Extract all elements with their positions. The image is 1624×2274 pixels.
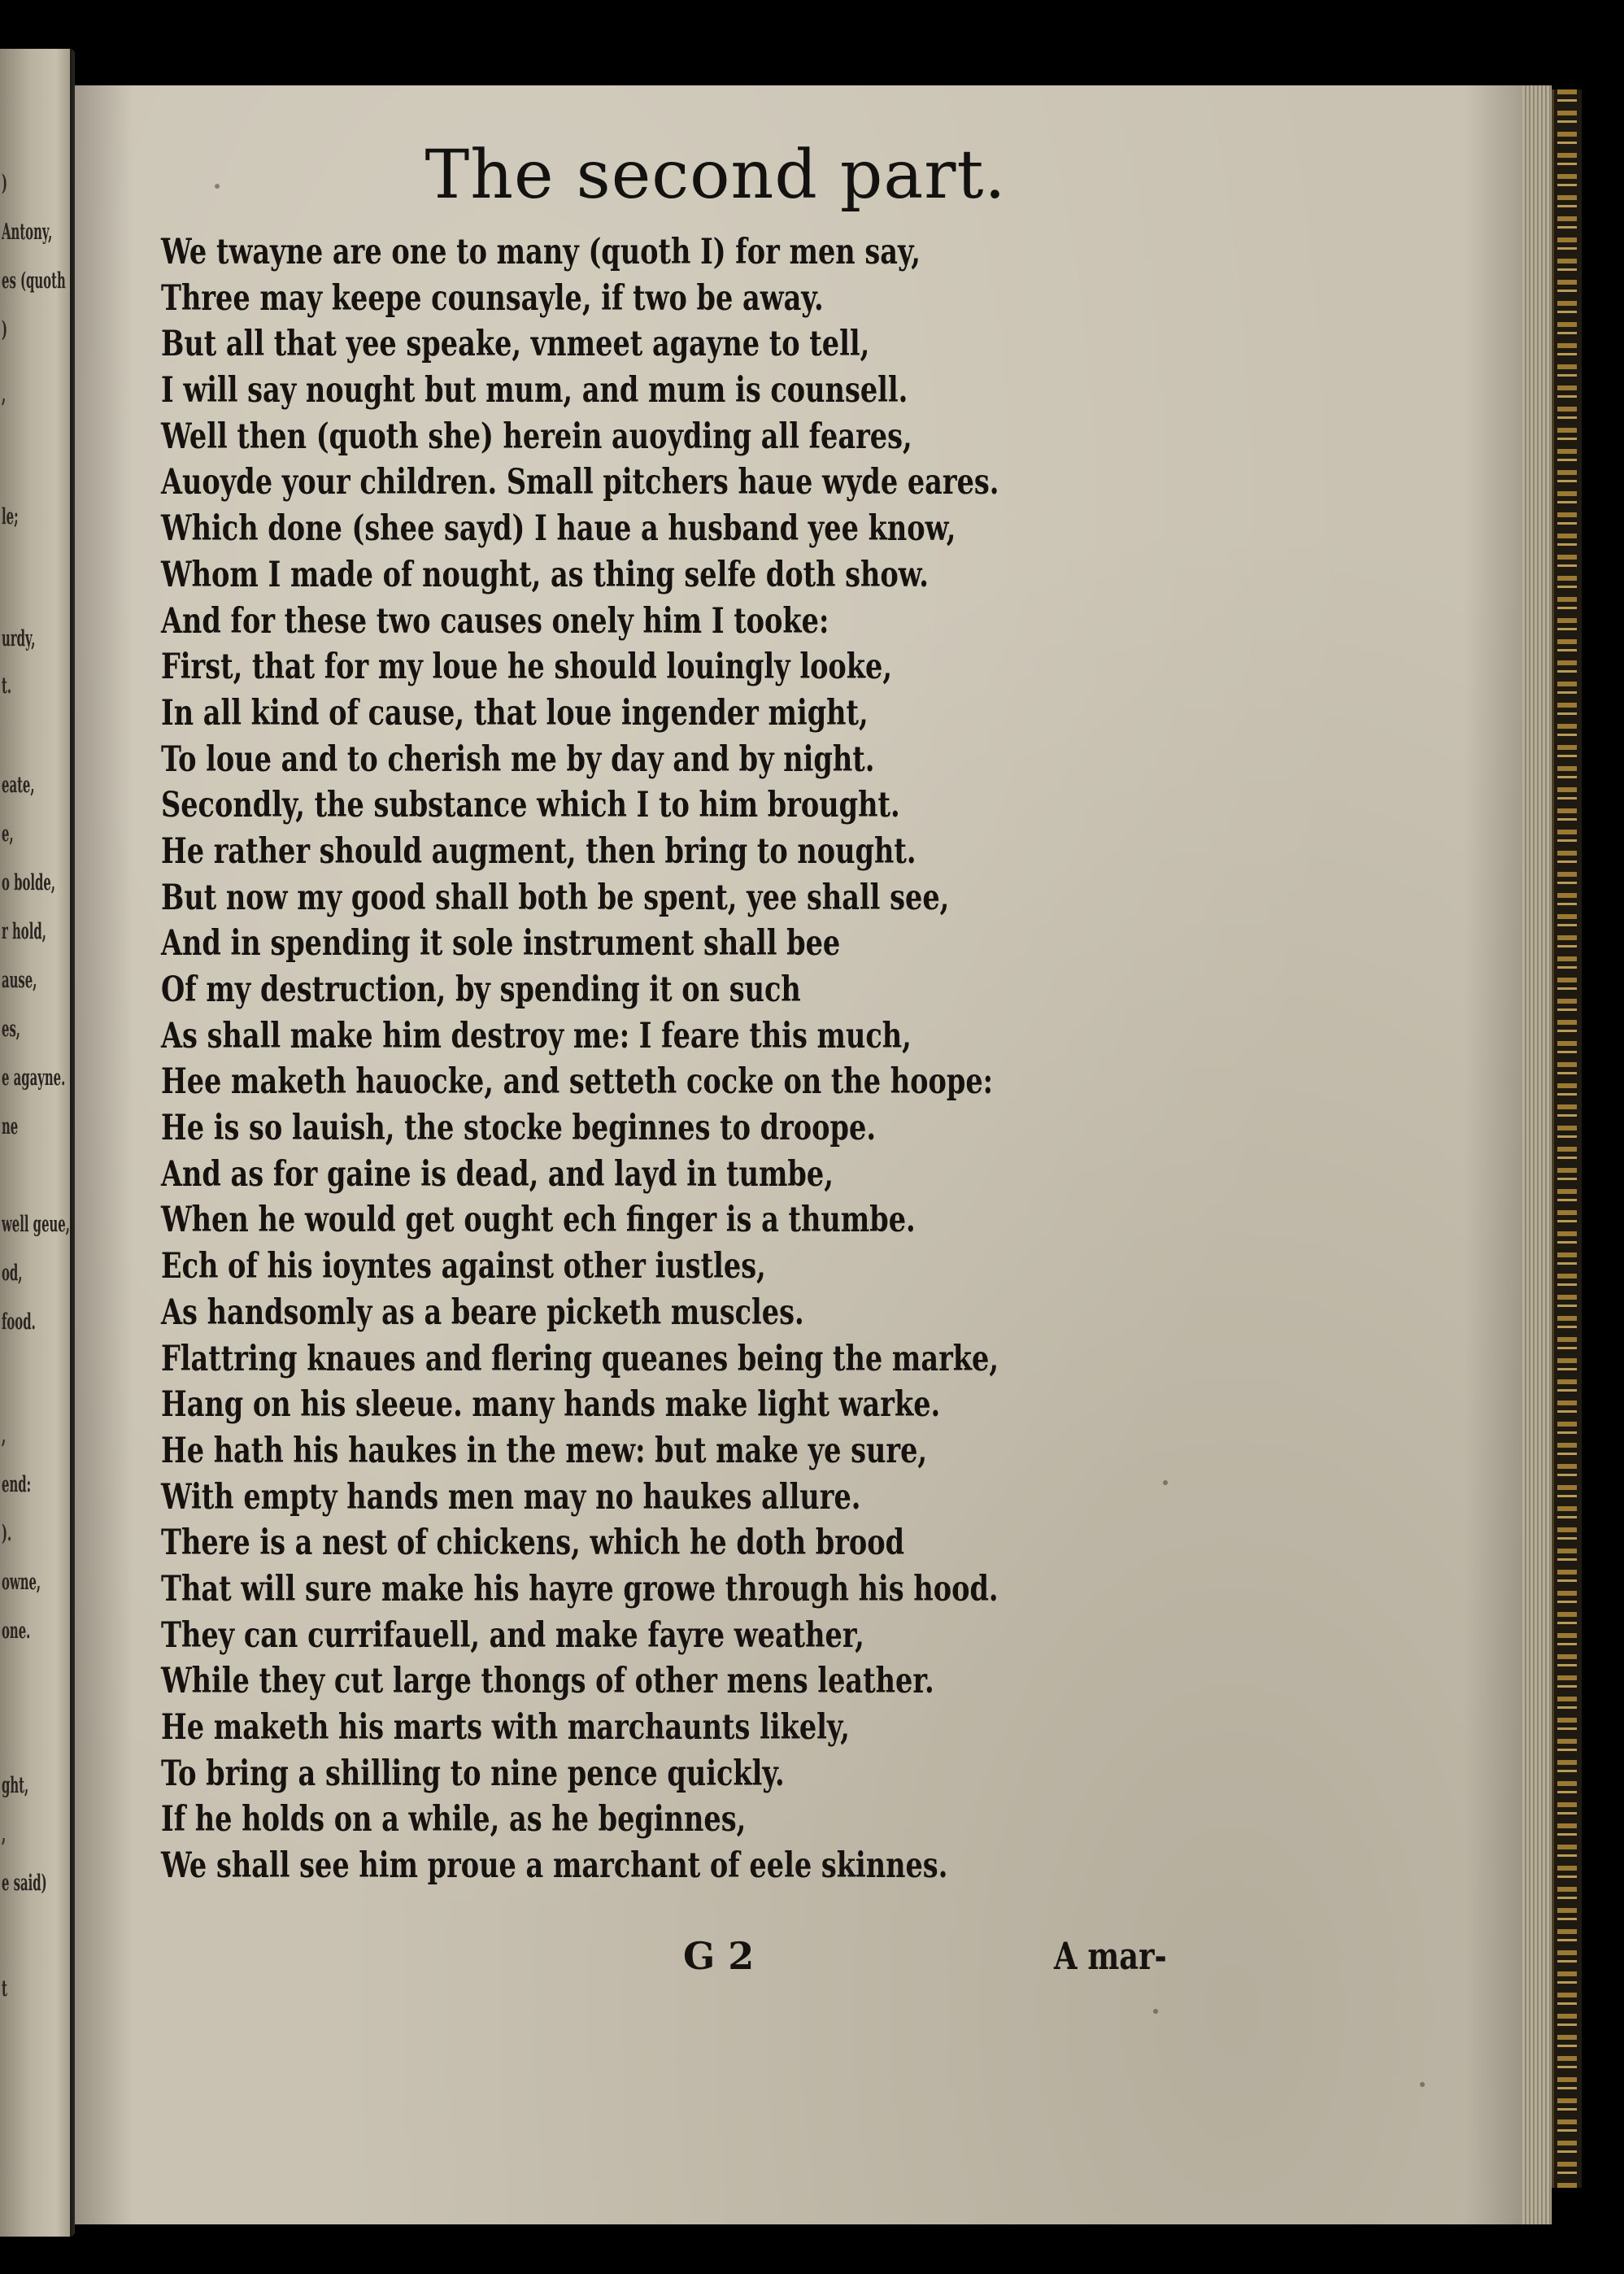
facing-fragment: es, <box>2 1017 20 1042</box>
verse-line: I will say nought but mum, and mum is counsell. <box>161 370 908 412</box>
gilt-binding <box>1552 89 1582 2188</box>
facing-fragment: well geue, <box>2 1212 70 1237</box>
verse-line: Secondly, the substance which I to him brought. <box>161 785 900 826</box>
facing-fragment: ) <box>2 171 8 196</box>
page-stack-edge <box>1522 85 1552 2224</box>
verse-line: He hath his haukes in the mew: but make ye sure, <box>161 1430 928 1471</box>
facing-fragment: eate, <box>2 773 35 798</box>
facing-fragment: e agayne. <box>2 1065 66 1091</box>
verse-line: First, that for my loue he should louingly looke, <box>161 647 893 688</box>
facing-fragment: es (quoth <box>2 268 66 294</box>
verse-line: Ech of his ioyntes against other iustles, <box>161 1246 766 1287</box>
verse-line: To loue and to cherish me by day and by night. <box>161 738 875 780</box>
verse-text <box>161 229 1300 1889</box>
verse-line: In all kind of cause, that loue ingender might, <box>161 692 869 734</box>
verse-line: Hang on his sleeue. many hands make light warke. <box>161 1384 941 1426</box>
verse-line: And as for gaine is dead, and layd in tumbe, <box>161 1153 834 1195</box>
verse-line: To bring a shilling to nine pence quickly. <box>161 1753 785 1794</box>
verse-line: With empty hands men may no haukes allure. <box>161 1476 861 1518</box>
facing-fragment: ) <box>2 317 8 342</box>
facing-fragment: urdy, <box>2 626 36 651</box>
facing-fragment: Antony, <box>2 220 53 245</box>
verse-line: And for these two causes onely him I tooke: <box>161 600 829 642</box>
facing-fragment: one. <box>2 1618 31 1644</box>
verse-line: They can currifauell, and make fayre weather, <box>161 1614 864 1656</box>
verse-line: Of my destruction, by spending it on such <box>161 969 801 1010</box>
facing-fragment: , <box>2 382 7 407</box>
facing-fragment: ne <box>2 1114 19 1139</box>
verse-line: We shall see him proue a marchant of eele skinnes. <box>161 1845 948 1887</box>
facing-fragment: le; <box>2 504 19 529</box>
running-head: The second part. <box>425 137 1007 214</box>
facing-fragment: ght, <box>2 1773 29 1798</box>
facing-fragment: e, <box>2 821 14 847</box>
verse-line: We twayne are one to many (quoth I) for men say, <box>161 232 921 272</box>
paper-speck <box>1420 2082 1425 2087</box>
facing-fragment: owne, <box>2 1570 41 1595</box>
verse-line: There is a nest of chickens, which he doth brood <box>161 1523 905 1564</box>
verse-line: Whom I made of nought, as thing selfe doth show. <box>161 554 929 595</box>
catchword: A mar- <box>1054 1934 1167 1978</box>
verse-line: And in spending it sole instrument shall bee <box>161 923 841 965</box>
facing-fragment: food. <box>2 1309 36 1335</box>
verse-line: But now my good shall both be spent, yee shall see, <box>161 877 950 918</box>
facing-fragment: ). <box>2 1521 12 1546</box>
paper-speck <box>1163 1480 1168 1485</box>
verse-line: Auoyde your children. Small pitchers haue wyde eares. <box>161 462 999 503</box>
facing-fragment: t. <box>2 673 12 699</box>
facing-fragment: t <box>2 1976 7 2002</box>
facing-fragment: o bolde, <box>2 870 56 895</box>
gilt-tooling-pattern <box>1557 89 1577 2188</box>
verse-line: Hee maketh hauocke, and setteth cocke on the hoope: <box>161 1061 994 1103</box>
facing-fragment: r hold, <box>2 919 46 944</box>
facing-fragment: , <box>2 1423 7 1448</box>
verse-line: Three may keepe counsayle, if two be away. <box>161 277 824 319</box>
facing-fragment: ause, <box>2 968 37 993</box>
verse-line: While they cut large thongs of other mens leather. <box>161 1661 934 1702</box>
verse-line: Well then (quoth she) herein auoyding all feares, <box>161 416 912 457</box>
verse-line: As handsomly as a beare picketh muscles. <box>161 1292 804 1333</box>
verse-line: As shall make him destroy me: I feare this much, <box>161 1015 912 1056</box>
facing-fragment: e said) <box>2 1871 47 1896</box>
verse-line: If he holds on a while, as he beginnes, <box>161 1799 747 1841</box>
verse-line: But all that yee speake, vnmeet agayne to tell, <box>161 324 870 365</box>
verse-line: Which done (shee sayd) I haue a husband yee know, <box>161 508 956 550</box>
verse-line: When he would get ought ech finger is a thumbe. <box>161 1200 916 1241</box>
verse-line: He is so lauish, the stocke beginnes to droope. <box>161 1108 877 1149</box>
facing-fragment: , <box>2 1822 7 1847</box>
verse-line: He rather should augment, then bring to nought. <box>161 830 916 872</box>
facing-fragment: end: <box>2 1472 32 1497</box>
verse-line: He maketh his marts with marchaunts likely, <box>161 1707 850 1748</box>
paper-speck <box>1153 2009 1158 2014</box>
signature-mark: G 2 <box>683 1934 755 1978</box>
verse-line: That will sure make his hayre growe through his hood. <box>161 1568 999 1610</box>
facing-page-edge <box>0 49 75 2237</box>
paper-speck <box>215 184 220 189</box>
verse-line: Flattring knaues and flering queanes being the marke, <box>161 1338 999 1379</box>
facing-fragment: od, <box>2 1261 23 1286</box>
